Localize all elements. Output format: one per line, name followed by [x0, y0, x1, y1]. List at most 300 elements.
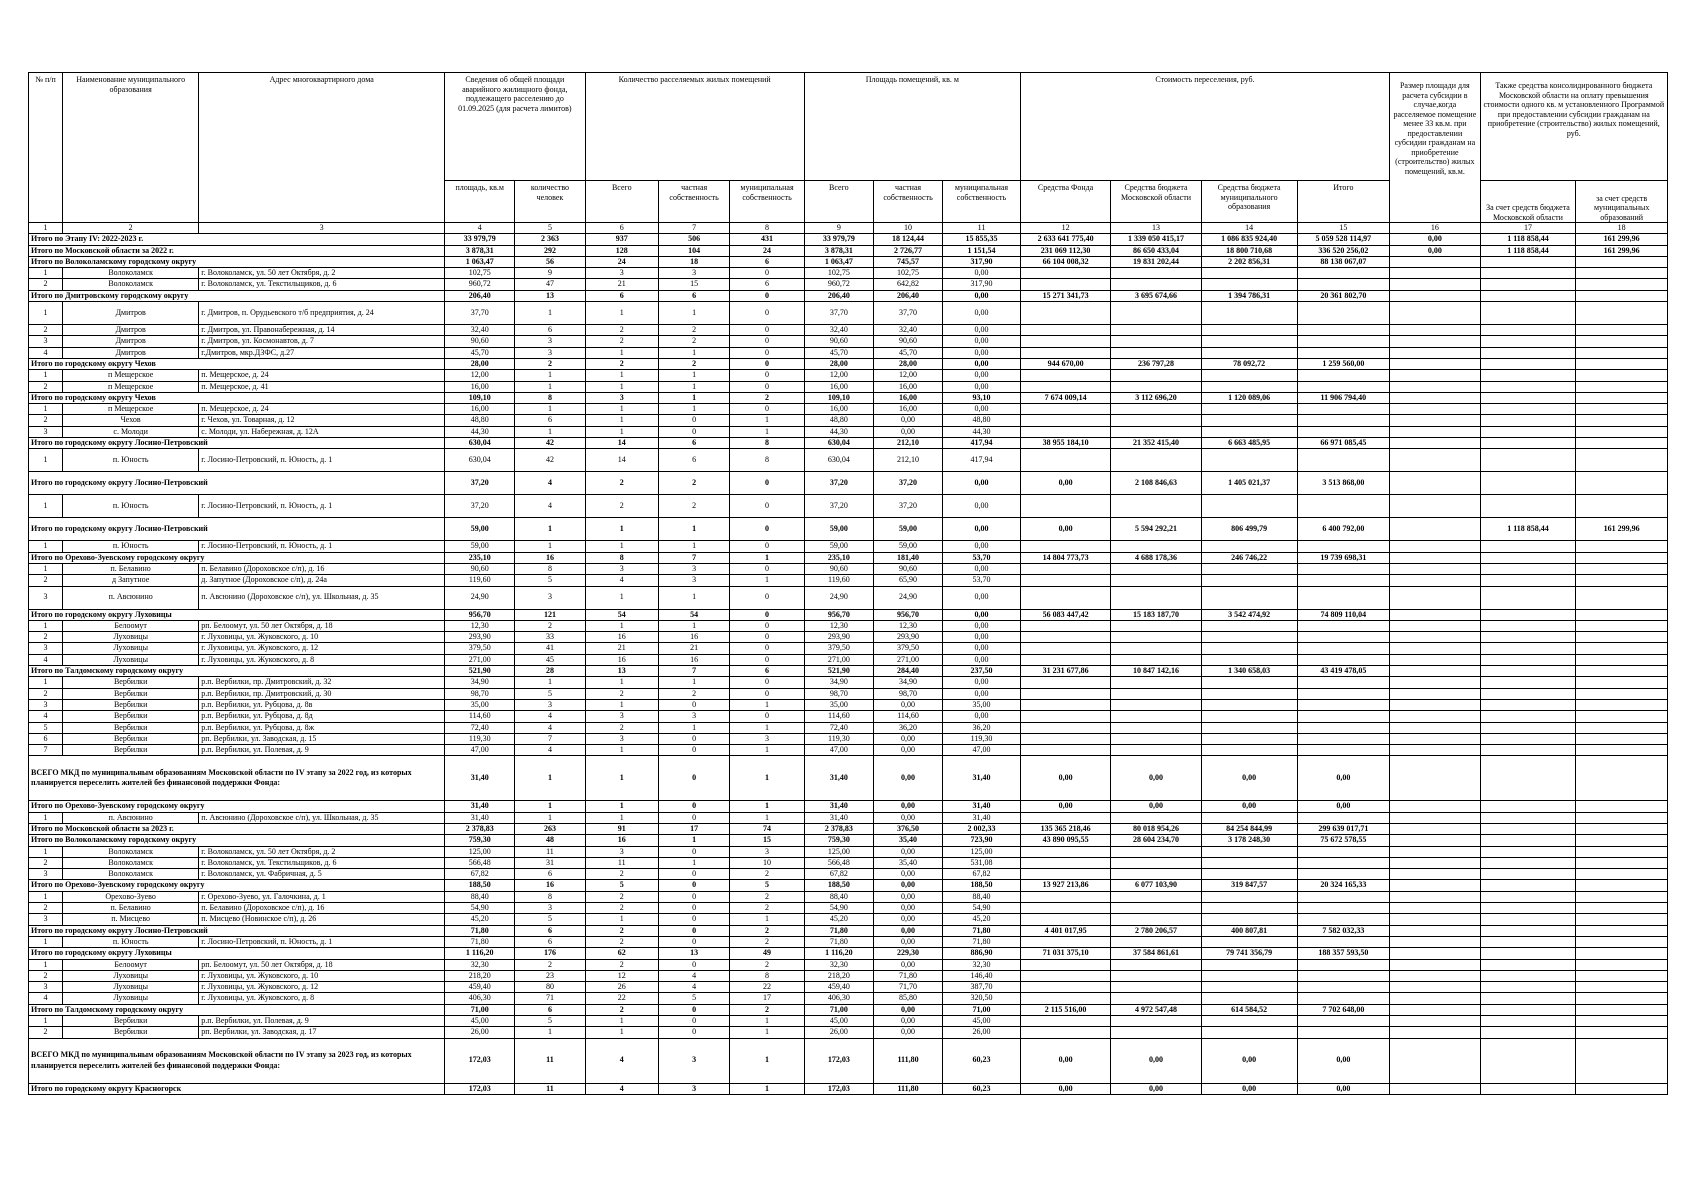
area-total: 90,60 — [804, 563, 873, 574]
subsidy-size — [1390, 925, 1480, 936]
area-total: 459,40 — [804, 982, 873, 993]
empty-cell — [1297, 711, 1390, 722]
empty-cell — [1020, 1027, 1110, 1038]
rooms-total: 1 — [585, 620, 658, 631]
empty-cell — [1576, 869, 1668, 880]
fund-cost: 135 365 218,46 — [1020, 823, 1110, 834]
empty-cell — [1201, 586, 1297, 609]
house-address: р.п. Вербилки, ул. Рубцова, д. 8д — [199, 711, 445, 722]
empty-cell — [1201, 745, 1297, 756]
municipality-name: Луховицы — [63, 632, 199, 643]
area-total: 48,80 — [804, 415, 873, 426]
people-count: 1 — [515, 541, 585, 552]
empty-cell — [1020, 620, 1110, 631]
area-value: 71,00 — [445, 1004, 515, 1015]
empty-cell — [1020, 936, 1110, 947]
empty-cell — [1020, 541, 1110, 552]
extra-mun-budget — [1576, 1038, 1668, 1083]
house-address: г.Дмитров, мкр.ДЗФС, д.27 — [199, 347, 445, 358]
rooms-total: 54 — [585, 609, 658, 620]
area-private: 24,90 — [873, 586, 942, 609]
extra-mo-budget — [1480, 1004, 1576, 1015]
area-private: 0,00 — [873, 846, 942, 857]
fund-cost: 944 670,00 — [1020, 358, 1110, 369]
empty-cell — [1297, 688, 1390, 699]
rooms-municipal: 6 — [730, 279, 805, 290]
extra-mo-budget — [1480, 290, 1576, 301]
house-row — [29, 891, 1668, 902]
area-total: 90,60 — [804, 336, 873, 347]
rooms-total: 1 — [585, 426, 658, 437]
empty-cell — [1390, 426, 1480, 437]
empty-cell — [1020, 846, 1110, 857]
people-count: 48 — [515, 835, 585, 846]
empty-cell — [1297, 654, 1390, 665]
area-private: 111,80 — [873, 1038, 942, 1083]
rooms-municipal: 1 — [730, 914, 805, 925]
empty-cell — [1576, 563, 1668, 574]
empty-cell — [1020, 903, 1110, 914]
col-count-total-header: Всего — [585, 181, 658, 223]
empty-cell — [1297, 632, 1390, 643]
rooms-total: 1 — [585, 1016, 658, 1027]
budget-mo-cost: 3 695 674,66 — [1111, 290, 1201, 301]
people-count: 3 — [515, 903, 585, 914]
empty-cell — [1111, 699, 1201, 710]
area-value: 271,00 — [445, 654, 515, 665]
area-private: 37,20 — [873, 472, 942, 495]
area-municipal: 31,40 — [943, 756, 1021, 801]
fund-cost: 0,00 — [1020, 801, 1110, 812]
budget-mo-cost: 4 972 547,48 — [1111, 1004, 1201, 1015]
municipality-name: Вербилки — [63, 688, 199, 699]
area-value: 1 063,47 — [445, 256, 515, 267]
extra-mun-budget: 161 299,96 — [1576, 234, 1668, 245]
empty-cell — [1297, 586, 1390, 609]
empty-cell — [1576, 857, 1668, 868]
house-address: р.п. Вербилки, ул. Полевая, д. 9 — [199, 745, 445, 756]
people-count: 56 — [515, 256, 585, 267]
rooms-private: 3 — [658, 711, 729, 722]
area-value: 54,90 — [445, 903, 515, 914]
rooms-municipal: 2 — [730, 869, 805, 880]
rooms-municipal: 1 — [730, 415, 805, 426]
empty-cell — [1297, 325, 1390, 336]
rooms-private: 0 — [658, 903, 729, 914]
area-private: 0,00 — [873, 936, 942, 947]
rooms-total: 2 — [585, 358, 658, 369]
house-row — [29, 914, 1668, 925]
area-private: 181,40 — [873, 552, 942, 563]
rooms-municipal: 0 — [730, 563, 805, 574]
extra-mo-budget — [1480, 880, 1576, 891]
empty-cell — [1480, 812, 1576, 823]
rooms-municipal: 0 — [730, 654, 805, 665]
empty-cell — [1297, 857, 1390, 868]
area-municipal: 0,00 — [943, 654, 1021, 665]
empty-cell — [1111, 325, 1201, 336]
extra-mo-budget — [1480, 609, 1576, 620]
empty-cell — [1576, 575, 1668, 586]
empty-cell — [1390, 745, 1480, 756]
total-cost: 0,00 — [1297, 1038, 1390, 1083]
empty-cell — [1201, 347, 1297, 358]
total-cost: 6 400 792,00 — [1297, 518, 1390, 541]
empty-cell — [1111, 381, 1201, 392]
area-value: 293,90 — [445, 632, 515, 643]
rooms-total: 14 — [585, 438, 658, 449]
extra-mo-budget — [1480, 801, 1576, 812]
rooms-municipal: 15 — [730, 835, 805, 846]
budget-mo-cost: 0,00 — [1111, 801, 1201, 812]
area-municipal: 35,00 — [943, 699, 1021, 710]
subsidy-size: 0,00 — [1390, 234, 1480, 245]
area-municipal: 0,00 — [943, 632, 1021, 643]
fund-cost: 7 674 009,14 — [1020, 392, 1110, 403]
empty-cell — [1201, 302, 1297, 325]
rooms-private: 0 — [658, 1016, 729, 1027]
municipality-name: п. Белавино — [63, 903, 199, 914]
empty-cell — [1576, 1016, 1668, 1027]
rooms-private: 1 — [658, 518, 729, 541]
empty-cell — [1297, 415, 1390, 426]
municipality-name: Орехово-Зуево — [63, 891, 199, 902]
area-value: 34,90 — [445, 677, 515, 688]
budget-mun-cost: 400 807,81 — [1201, 925, 1297, 936]
budget-mo-cost: 28 604 234,70 — [1111, 835, 1201, 846]
rooms-total: 3 — [585, 711, 658, 722]
subtotal-label: Итого по городскому округу Красногорск — [29, 1083, 445, 1094]
subtotal-label: Итого по Орехово-Зуевскому городскому округу — [29, 552, 445, 563]
extra-mo-budget: 1 118 858,44 — [1480, 518, 1576, 541]
rooms-total: 62 — [585, 948, 658, 959]
col-area-total-header: Всего — [804, 181, 873, 223]
row-number: 3 — [29, 586, 63, 609]
rooms-municipal: 74 — [730, 823, 805, 834]
row-number: 2 — [29, 279, 63, 290]
house-row — [29, 495, 1668, 518]
area-total: 37,20 — [804, 495, 873, 518]
rooms-private: 4 — [658, 982, 729, 993]
extra-mo-budget — [1480, 552, 1576, 563]
empty-cell — [1480, 914, 1576, 925]
empty-cell — [1297, 575, 1390, 586]
area-value: 12,00 — [445, 370, 515, 381]
area-total: 47,00 — [804, 745, 873, 756]
area-municipal: 417,94 — [943, 438, 1021, 449]
house-address: п. Мещерское, д. 24 — [199, 404, 445, 415]
area-municipal: 125,00 — [943, 846, 1021, 857]
col-mo-header: Наименование муниципального образования — [63, 73, 199, 223]
subsidy-size — [1390, 1038, 1480, 1083]
house-row — [29, 381, 1668, 392]
empty-cell — [1020, 347, 1110, 358]
house-address: г. Волоколамск, ул. 50 лет Октября, д. 2 — [199, 268, 445, 279]
area-municipal: 93,10 — [943, 392, 1021, 403]
area-total: 37,70 — [804, 302, 873, 325]
budget-mun-cost: 79 741 356,79 — [1201, 948, 1297, 959]
rooms-municipal: 3 — [730, 846, 805, 857]
area-municipal: 71,00 — [943, 1004, 1021, 1015]
empty-cell — [1480, 745, 1576, 756]
row-number: 3 — [29, 982, 63, 993]
empty-cell — [1297, 1027, 1390, 1038]
empty-cell — [1576, 643, 1668, 654]
subsidy-size — [1390, 518, 1480, 541]
extra-mo-budget — [1480, 392, 1576, 403]
area-value: 16,00 — [445, 404, 515, 415]
empty-cell — [1111, 654, 1201, 665]
area-total: 45,00 — [804, 1016, 873, 1027]
empty-cell — [1297, 733, 1390, 744]
budget-mo-cost: 0,00 — [1111, 1083, 1201, 1094]
empty-cell — [1480, 711, 1576, 722]
area-private: 12,00 — [873, 370, 942, 381]
empty-cell — [1390, 711, 1480, 722]
fund-cost: 14 804 773,73 — [1020, 552, 1110, 563]
rooms-municipal: 0 — [730, 336, 805, 347]
area-private: 36,20 — [873, 722, 942, 733]
subtotal-label: Итого по городскому округу Лосино-Петровский — [29, 472, 445, 495]
people-count: 1 — [515, 370, 585, 381]
area-value: 172,03 — [445, 1083, 515, 1094]
empty-cell — [1390, 857, 1480, 868]
people-count: 3 — [515, 336, 585, 347]
column-number: 16 — [1390, 223, 1480, 234]
area-municipal: 60,23 — [943, 1038, 1021, 1083]
rooms-total: 12 — [585, 970, 658, 981]
row-number: 1 — [29, 846, 63, 857]
extra-mun-budget — [1576, 290, 1668, 301]
column-number-row — [29, 223, 1668, 234]
empty-cell — [1020, 381, 1110, 392]
rooms-private: 6 — [658, 290, 729, 301]
rooms-total: 2 — [585, 936, 658, 947]
area-value: 566,48 — [445, 857, 515, 868]
people-count: 1 — [515, 801, 585, 812]
empty-cell — [1020, 733, 1110, 744]
people-count: 1 — [515, 677, 585, 688]
empty-cell — [1480, 325, 1576, 336]
people-count: 4 — [515, 722, 585, 733]
empty-cell — [1111, 643, 1201, 654]
area-total: 16,00 — [804, 381, 873, 392]
col-budget-mo-header: Средства бюджета Московской области — [1111, 181, 1201, 223]
people-count: 6 — [515, 869, 585, 880]
total-cost: 7 582 032,33 — [1297, 925, 1390, 936]
area-value: 67,82 — [445, 869, 515, 880]
area-value: 379,50 — [445, 643, 515, 654]
area-value: 98,70 — [445, 688, 515, 699]
area-private: 59,00 — [873, 541, 942, 552]
empty-cell — [1297, 563, 1390, 574]
row-number: 1 — [29, 620, 63, 631]
empty-cell — [1111, 1016, 1201, 1027]
empty-cell — [1390, 699, 1480, 710]
area-municipal: 45,00 — [943, 1016, 1021, 1027]
municipality-name: Белоомут — [63, 959, 199, 970]
empty-cell — [1020, 688, 1110, 699]
empty-cell — [1111, 993, 1201, 1004]
rooms-municipal: 1 — [730, 1016, 805, 1027]
area-municipal: 0,00 — [943, 563, 1021, 574]
people-count: 1 — [515, 381, 585, 392]
subtotal-label: Итого по Волоколамскому городскому округу — [29, 256, 445, 267]
rooms-private: 1 — [658, 857, 729, 868]
subtotal-label: Итого по городскому округу Луховицы — [29, 609, 445, 620]
house-address: рп. Вербилки, ул. Заводская, д. 15 — [199, 733, 445, 744]
area-private: 90,60 — [873, 563, 942, 574]
empty-cell — [1480, 449, 1576, 472]
area-private: 16,00 — [873, 404, 942, 415]
extra-mo-budget — [1480, 823, 1576, 834]
empty-cell — [1111, 563, 1201, 574]
house-address: п. Белавино (Дороховское с/п), д. 16 — [199, 903, 445, 914]
rooms-total: 2 — [585, 325, 658, 336]
rooms-municipal: 1 — [730, 1083, 805, 1094]
empty-cell — [1390, 563, 1480, 574]
area-value: 37,20 — [445, 495, 515, 518]
empty-cell — [1297, 891, 1390, 902]
subtotal-label: Итого по Талдомскому городскому округу — [29, 666, 445, 677]
rooms-private: 1 — [658, 541, 729, 552]
area-total: 1 116,20 — [804, 948, 873, 959]
empty-cell — [1020, 711, 1110, 722]
area-value: 26,00 — [445, 1027, 515, 1038]
area-municipal: 0,00 — [943, 677, 1021, 688]
rooms-total: 2 — [585, 891, 658, 902]
area-municipal: 146,40 — [943, 970, 1021, 981]
people-count: 71 — [515, 993, 585, 1004]
col-people-header: количество человек — [515, 181, 585, 223]
municipality-name: п Мещерское — [63, 381, 199, 392]
subtotal-label: Итого по Волоколамскому городскому округу — [29, 835, 445, 846]
municipality-name: Луховицы — [63, 993, 199, 1004]
house-row — [29, 722, 1668, 733]
municipality-name: Луховицы — [63, 654, 199, 665]
rooms-private: 0 — [658, 699, 729, 710]
extra-mun-budget — [1576, 1004, 1668, 1015]
people-count: 5 — [515, 914, 585, 925]
row-number: 2 — [29, 575, 63, 586]
subsidy-size — [1390, 392, 1480, 403]
area-private: 45,70 — [873, 347, 942, 358]
area-value: 102,75 — [445, 268, 515, 279]
empty-cell — [1020, 959, 1110, 970]
area-municipal: 317,90 — [943, 256, 1021, 267]
area-value: 406,30 — [445, 993, 515, 1004]
rooms-private: 506 — [658, 234, 729, 245]
rooms-municipal: 0 — [730, 404, 805, 415]
municipality-name: Волоколамск — [63, 279, 199, 290]
empty-cell — [1390, 336, 1480, 347]
empty-cell — [1480, 891, 1576, 902]
rooms-private: 0 — [658, 733, 729, 744]
area-private: 0,00 — [873, 891, 942, 902]
people-count: 9 — [515, 268, 585, 279]
area-value: 71,80 — [445, 925, 515, 936]
rooms-total: 1 — [585, 756, 658, 801]
empty-cell — [1297, 336, 1390, 347]
empty-cell — [1020, 426, 1110, 437]
empty-cell — [1576, 495, 1668, 518]
area-value: 1 116,20 — [445, 948, 515, 959]
municipality-name: п Мещерское — [63, 370, 199, 381]
rooms-private: 1 — [658, 620, 729, 631]
empty-cell — [1201, 381, 1297, 392]
total-cost: 7 702 648,00 — [1297, 1004, 1390, 1015]
area-total: 98,70 — [804, 688, 873, 699]
row-number: 2 — [29, 415, 63, 426]
row-number: 7 — [29, 745, 63, 756]
empty-cell — [1480, 541, 1576, 552]
fund-cost: 31 231 677,86 — [1020, 666, 1110, 677]
house-address: г. Луховицы, ул. Жуковского, д. 12 — [199, 643, 445, 654]
rooms-municipal: 0 — [730, 711, 805, 722]
row-number: 2 — [29, 903, 63, 914]
area-municipal: 0,00 — [943, 643, 1021, 654]
empty-cell — [1201, 575, 1297, 586]
budget-mun-cost: 806 499,79 — [1201, 518, 1297, 541]
area-total: 1 063,47 — [804, 256, 873, 267]
empty-cell — [1576, 970, 1668, 981]
rooms-municipal: 1 — [730, 552, 805, 563]
row-number: 1 — [29, 1016, 63, 1027]
rooms-municipal: 0 — [730, 620, 805, 631]
area-private: 12,30 — [873, 620, 942, 631]
house-address: р.п. Вербилки, пр. Дмитровский, д. 30 — [199, 688, 445, 699]
empty-cell — [1576, 586, 1668, 609]
empty-cell — [1201, 563, 1297, 574]
area-private: 0,00 — [873, 880, 942, 891]
empty-cell — [1297, 846, 1390, 857]
empty-cell — [1480, 846, 1576, 857]
fund-cost: 0,00 — [1020, 1083, 1110, 1094]
extra-mun-budget — [1576, 256, 1668, 267]
empty-cell — [1201, 643, 1297, 654]
municipality-name: Вербилки — [63, 722, 199, 733]
empty-cell — [1480, 563, 1576, 574]
area-total: 72,40 — [804, 722, 873, 733]
rooms-municipal: 0 — [730, 643, 805, 654]
empty-cell — [1480, 1027, 1576, 1038]
empty-cell — [1390, 903, 1480, 914]
empty-cell — [1297, 620, 1390, 631]
total-cost: 43 419 478,05 — [1297, 666, 1390, 677]
empty-cell — [1576, 914, 1668, 925]
empty-cell — [1576, 654, 1668, 665]
empty-cell — [1201, 711, 1297, 722]
row-number: 1 — [29, 541, 63, 552]
subtotal-label: Итого по Дмитровскому городскому округу — [29, 290, 445, 301]
empty-cell — [1480, 936, 1576, 947]
extra-mo-budget — [1480, 925, 1576, 936]
area-value: 3 878,31 — [445, 245, 515, 256]
empty-cell — [1390, 302, 1480, 325]
row-number: 3 — [29, 643, 63, 654]
count-group-header: Количество расселяемых жилых помещений — [585, 73, 804, 181]
rooms-total: 3 — [585, 733, 658, 744]
subsidy-size — [1390, 358, 1480, 369]
area-value: 759,30 — [445, 835, 515, 846]
empty-cell — [1576, 620, 1668, 631]
municipality-name: д Запутное — [63, 575, 199, 586]
house-row — [29, 970, 1668, 981]
resettlement-table-sheet — [28, 72, 1668, 1108]
area-private: 111,80 — [873, 1083, 942, 1094]
resettlement-table — [28, 72, 1668, 1095]
rooms-municipal: 2 — [730, 925, 805, 936]
